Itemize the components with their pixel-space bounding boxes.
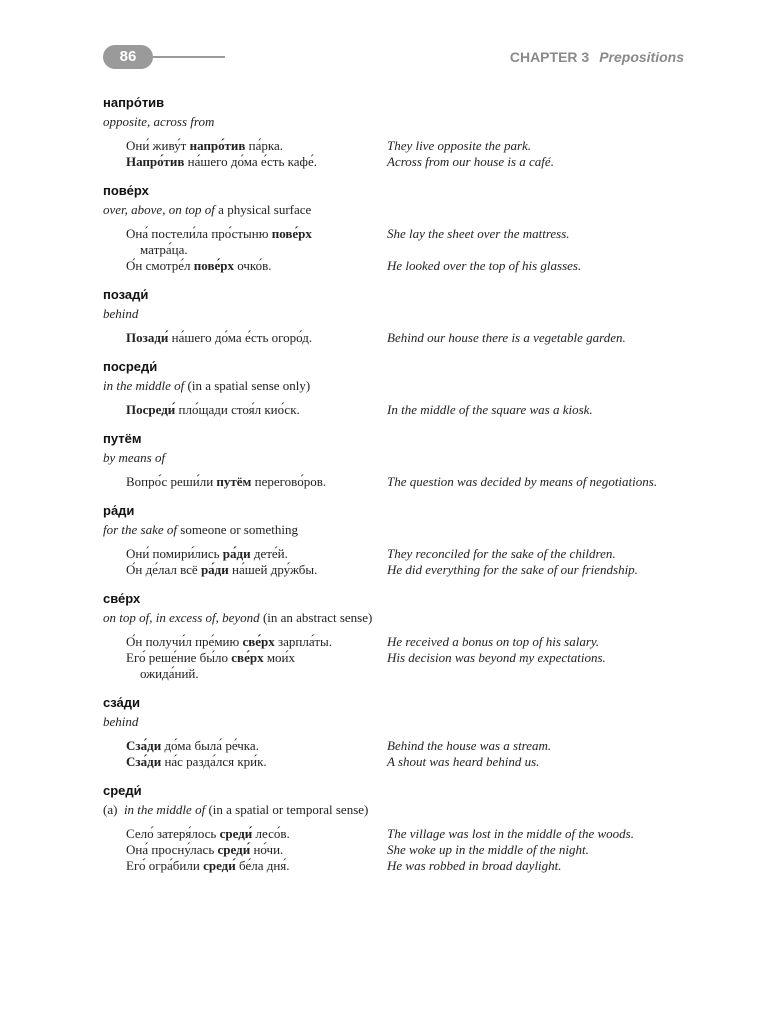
preposition-entry bbox=[103, 357, 693, 418]
example-row bbox=[103, 738, 693, 754]
russian-sentence bbox=[103, 138, 366, 154]
headword: напро́тив bbox=[103, 95, 165, 110]
sentence-after: но́чи. bbox=[250, 842, 284, 857]
preposition-highlight: среди́ bbox=[203, 858, 236, 873]
preposition-highlight: Посреди́ bbox=[126, 402, 176, 417]
chapter-title: Prepositions bbox=[599, 49, 684, 65]
definition bbox=[103, 304, 693, 324]
preposition-highlight: Сза́ди bbox=[126, 738, 162, 753]
example-row bbox=[103, 474, 693, 490]
preposition-highlight: ра́ди bbox=[222, 546, 251, 561]
preposition-highlight: Сза́ди bbox=[126, 754, 162, 769]
example-row bbox=[103, 154, 693, 170]
sentence-before: Его́ огра́били bbox=[126, 858, 204, 873]
sentence-before: Они́ живу́т bbox=[126, 138, 190, 153]
example-row bbox=[103, 258, 693, 274]
russian-sentence bbox=[103, 858, 366, 874]
definition-italic: behind bbox=[103, 306, 139, 321]
russian-sentence bbox=[103, 330, 366, 346]
sentence-continuation: матра́ца. bbox=[140, 242, 188, 257]
example-row bbox=[103, 842, 693, 858]
preposition-entry bbox=[103, 285, 693, 346]
definition-italic: on top of, in excess of, beyond bbox=[103, 610, 260, 625]
example-list bbox=[103, 402, 693, 418]
definition-italic: by means of bbox=[103, 450, 166, 465]
sentence-before: Село́ затеря́лось bbox=[126, 826, 220, 841]
headword: среди́ bbox=[103, 783, 142, 798]
example-row bbox=[103, 650, 693, 682]
sentence-after: лесо́в. bbox=[252, 826, 290, 841]
russian-sentence bbox=[103, 546, 366, 562]
example-row bbox=[103, 402, 693, 418]
sentence-after: пло́щади стоя́л кио́ск. bbox=[175, 402, 300, 417]
definition bbox=[103, 520, 693, 540]
russian-sentence bbox=[103, 402, 366, 418]
example-list bbox=[103, 546, 693, 578]
english-translation: His decision was beyond my expectations. bbox=[387, 650, 606, 665]
sentence-after: на́шего до́ма е́сть огоро́д. bbox=[168, 330, 313, 345]
example-row bbox=[103, 138, 693, 154]
english-translation: Behind the house was a stream. bbox=[387, 738, 552, 753]
sentence-after: па́рка. bbox=[245, 138, 284, 153]
sentence-after: перегово́ров. bbox=[251, 474, 327, 489]
sentence-before: Вопро́с реши́ли bbox=[126, 474, 217, 489]
example-row bbox=[103, 858, 693, 874]
english-translation: Across from our house is a café. bbox=[387, 154, 554, 169]
english-translation: He was robbed in broad daylight. bbox=[387, 858, 562, 873]
russian-sentence bbox=[103, 258, 366, 274]
preposition-entry bbox=[103, 93, 693, 170]
sentence-before: О́н де́лал всё bbox=[126, 562, 201, 577]
english-translation: She lay the sheet over the mattress. bbox=[387, 226, 570, 241]
russian-sentence bbox=[103, 826, 366, 842]
preposition-entry bbox=[103, 429, 693, 490]
sentence-before: О́н смотре́л bbox=[126, 258, 194, 273]
headword: сза́ди bbox=[103, 695, 140, 710]
definition-italic: behind bbox=[103, 714, 139, 729]
russian-sentence bbox=[103, 226, 366, 258]
preposition-highlight: путём bbox=[216, 474, 252, 489]
russian-sentence bbox=[103, 562, 366, 578]
definition-italic: in the middle of bbox=[123, 802, 206, 817]
sentence-after: зарпла́ты. bbox=[274, 634, 332, 649]
example-row bbox=[103, 562, 693, 578]
preposition-highlight: све́рх bbox=[242, 634, 275, 649]
russian-sentence bbox=[103, 650, 366, 682]
russian-sentence bbox=[103, 738, 366, 754]
preposition-highlight: све́рх bbox=[231, 650, 264, 665]
english-translation: They reconciled for the sake of the children. bbox=[387, 546, 616, 561]
definition-plain: a physical surface bbox=[214, 202, 312, 217]
russian-sentence bbox=[103, 634, 366, 650]
sentence-after: на́шей дру́жбы. bbox=[228, 562, 318, 577]
english-translation: She woke up in the middle of the night. bbox=[387, 842, 589, 857]
sentence-after: на́шего до́ма е́сть кафе́. bbox=[184, 154, 317, 169]
definition bbox=[103, 448, 693, 468]
sentence-before: О́н получи́л пре́мию bbox=[126, 634, 243, 649]
chapter-heading bbox=[510, 49, 684, 65]
definition bbox=[103, 112, 693, 132]
example-list bbox=[103, 826, 693, 874]
preposition-highlight: пове́рх bbox=[271, 226, 312, 241]
definition-plain: (in a spatial or temporal sense) bbox=[205, 802, 369, 817]
sentence-after: до́ма была́ ре́чка. bbox=[161, 738, 259, 753]
definition-italic: in the middle of bbox=[103, 378, 185, 393]
example-list bbox=[103, 226, 693, 274]
example-list bbox=[103, 474, 693, 490]
page-number-badge: 86 bbox=[103, 45, 153, 69]
sentence-continuation: ожида́ний. bbox=[140, 666, 199, 681]
preposition-entry bbox=[103, 781, 693, 874]
preposition-entry bbox=[103, 181, 693, 274]
preposition-highlight: Позади́ bbox=[126, 330, 169, 345]
example-row bbox=[103, 330, 693, 346]
example-list bbox=[103, 138, 693, 170]
preposition-highlight: напро́тив bbox=[189, 138, 246, 153]
example-row bbox=[103, 226, 693, 258]
example-list bbox=[103, 738, 693, 770]
russian-sentence bbox=[103, 154, 366, 170]
preposition-highlight: ра́ди bbox=[200, 562, 229, 577]
definition-plain: (in an abstract sense) bbox=[259, 610, 373, 625]
definition-italic: for the sake of bbox=[103, 522, 178, 537]
example-row bbox=[103, 634, 693, 650]
sentence-after: на́с разда́лся кри́к. bbox=[161, 754, 267, 769]
definition-italic: opposite, across from bbox=[103, 114, 215, 129]
example-list bbox=[103, 634, 693, 682]
preposition-entry bbox=[103, 693, 693, 770]
definition-prefix: (a) bbox=[103, 802, 118, 817]
sentence-after: бе́ла дня́. bbox=[235, 858, 290, 873]
english-translation: The question was decided by means of negotiations. bbox=[387, 474, 658, 489]
sentence-before: Она́ просну́лась bbox=[126, 842, 218, 857]
example-row bbox=[103, 826, 693, 842]
headword: путём bbox=[103, 431, 142, 446]
english-translation: He looked over the top of his glasses. bbox=[387, 258, 582, 273]
english-translation: They live opposite the park. bbox=[387, 138, 532, 153]
headword: пове́рх bbox=[103, 183, 149, 198]
example-row bbox=[103, 546, 693, 562]
definition-plain: someone or something bbox=[177, 522, 298, 537]
sentence-after: мои́х bbox=[263, 650, 296, 665]
definition-plain: (in a spatial sense only) bbox=[184, 378, 311, 393]
headword: посреди́ bbox=[103, 359, 158, 374]
definition bbox=[103, 200, 693, 220]
sentence-before: Она́ постели́ла про́стыню bbox=[126, 226, 272, 241]
preposition-highlight: среди́ bbox=[219, 826, 253, 841]
english-translation: In the middle of the square was a kiosk. bbox=[387, 402, 593, 417]
russian-sentence bbox=[103, 474, 366, 490]
english-translation: He received a bonus on top of his salary. bbox=[387, 634, 600, 649]
definition bbox=[103, 608, 693, 628]
headword: ра́ди bbox=[103, 503, 135, 518]
example-list bbox=[103, 330, 693, 346]
sentence-after: дете́й. bbox=[250, 546, 288, 561]
definition bbox=[103, 376, 693, 396]
definition bbox=[103, 712, 693, 732]
sentence-before: Его́ реше́ние бы́ло bbox=[126, 650, 232, 665]
chapter-label: CHAPTER 3 bbox=[509, 49, 590, 65]
headword: све́рх bbox=[103, 591, 141, 606]
russian-sentence bbox=[103, 754, 366, 770]
english-translation: Behind our house there is a vegetable garden. bbox=[387, 330, 626, 345]
english-translation: A shout was heard behind us. bbox=[387, 754, 540, 769]
example-row bbox=[103, 754, 693, 770]
page-header bbox=[0, 45, 783, 71]
preposition-entry bbox=[103, 501, 693, 578]
preposition-entry bbox=[103, 589, 693, 682]
preposition-highlight: среди́ bbox=[217, 842, 251, 857]
page-content bbox=[103, 93, 693, 885]
english-translation: He did everything for the sake of our friendship. bbox=[387, 562, 638, 577]
sentence-after: очко́в. bbox=[233, 258, 272, 273]
definition-italic: over, above, on top of bbox=[103, 202, 215, 217]
preposition-highlight: Напро́тив bbox=[126, 154, 185, 169]
sentence-before: Они́ помири́лись bbox=[126, 546, 223, 561]
header-rule bbox=[153, 56, 225, 58]
preposition-highlight: пове́рх bbox=[193, 258, 234, 273]
english-translation: The village was lost in the middle of the woods. bbox=[387, 826, 634, 841]
russian-sentence bbox=[103, 842, 366, 858]
definition bbox=[103, 800, 693, 820]
headword: позади́ bbox=[103, 287, 149, 302]
